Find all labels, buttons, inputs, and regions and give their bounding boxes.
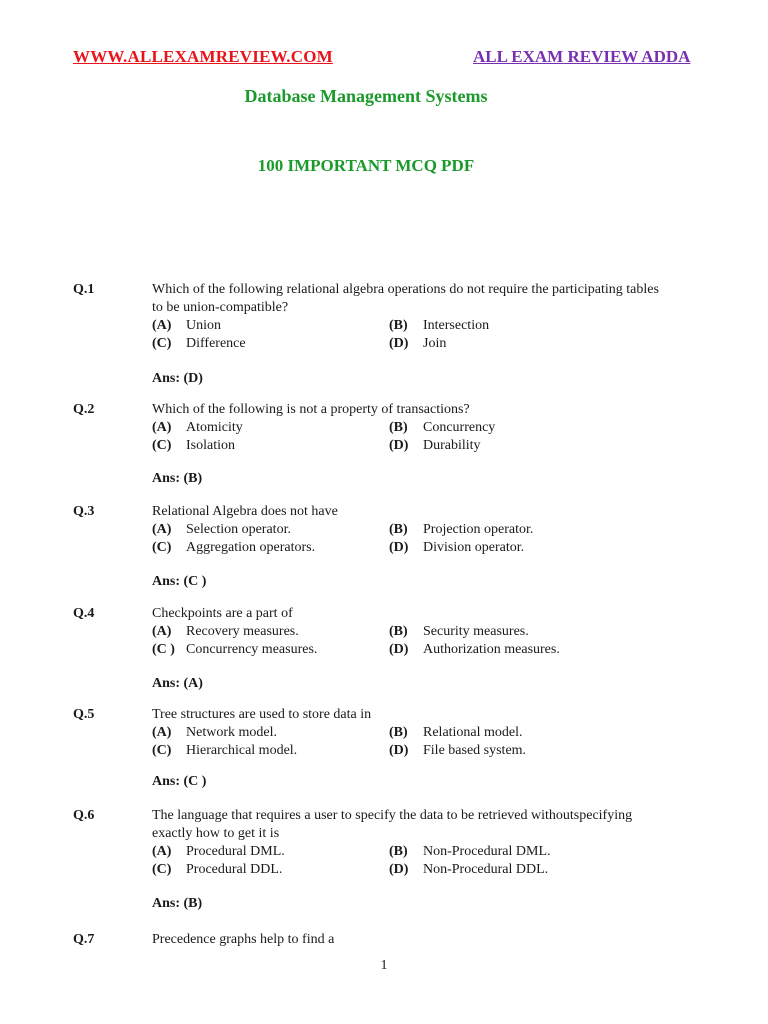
option: (A) Selection operator. <box>152 522 291 537</box>
answer: Ans: (D) <box>152 371 203 386</box>
question-text: Which of the following is not a property of transactions? <box>152 402 470 417</box>
option: (D) Durability <box>389 438 481 453</box>
question-number: Q.7 <box>73 932 95 947</box>
option: (D) File based system. <box>389 743 527 758</box>
question-text: Tree structures are used to store data in <box>152 707 372 722</box>
answer: Ans: (A) <box>152 676 203 691</box>
document-title: Database Management Systems <box>244 86 488 106</box>
option: (D) Non-Procedural DDL. <box>389 862 549 877</box>
option: (B) Concurrency <box>389 420 496 435</box>
site-url-link[interactable]: WWW.ALLEXAMREVIEW.COM <box>73 47 333 66</box>
question-text: The language that requires a user to specify the data to be retrieved withoutspecifying exactly how to get it is <box>152 808 633 841</box>
option: (C) Procedural DDL. <box>152 862 283 877</box>
answer: Ans: (C ) <box>152 574 207 589</box>
option: (C) Isolation <box>152 438 235 453</box>
question-number: Q.6 <box>73 808 95 823</box>
question-number: Q.5 <box>73 707 95 722</box>
option: (C) Difference <box>152 336 246 351</box>
question-text: Checkpoints are a part of <box>152 606 293 621</box>
option: (A) Recovery measures. <box>152 624 299 639</box>
option: (D) Authorization measures. <box>389 642 560 657</box>
option: (D) Join <box>389 336 447 351</box>
answer: Ans: (B) <box>152 896 203 911</box>
option: (B) Projection operator. <box>389 522 534 537</box>
question-number: Q.1 <box>73 282 95 297</box>
question-number: Q.4 <box>73 606 95 621</box>
page-number: 1 <box>380 958 388 973</box>
option: (C) Aggregation operators. <box>152 540 316 555</box>
answer: Ans: (C ) <box>152 774 207 789</box>
option: (A) Network model. <box>152 725 277 740</box>
brand-title: ALL EXAM REVIEW ADDA <box>473 47 691 66</box>
question-number: Q.3 <box>73 504 95 519</box>
answer: Ans: (B) <box>152 471 203 486</box>
question-text: Which of the following relational algebra operations do not require the participating tables to be union-compatible? <box>152 282 659 315</box>
option: (C ) Concurrency measures. <box>152 642 318 657</box>
option: (A) Atomicity <box>152 420 243 435</box>
option: (B) Non-Procedural DML. <box>389 844 551 859</box>
option: (A) Procedural DML. <box>152 844 285 859</box>
option: (C) Hierarchical model. <box>152 743 298 758</box>
option: (D) Division operator. <box>389 540 525 555</box>
question-number: Q.2 <box>73 402 95 417</box>
option: (B) Security measures. <box>389 624 529 639</box>
question-text: Relational Algebra does not have <box>152 504 338 519</box>
question-text: Precedence graphs help to find a <box>152 932 335 947</box>
option: (A) Union <box>152 318 221 333</box>
document-subtitle: 100 IMPORTANT MCQ PDF <box>257 156 475 175</box>
option: (B) Intersection <box>389 318 490 333</box>
option: (B) Relational model. <box>389 725 523 740</box>
